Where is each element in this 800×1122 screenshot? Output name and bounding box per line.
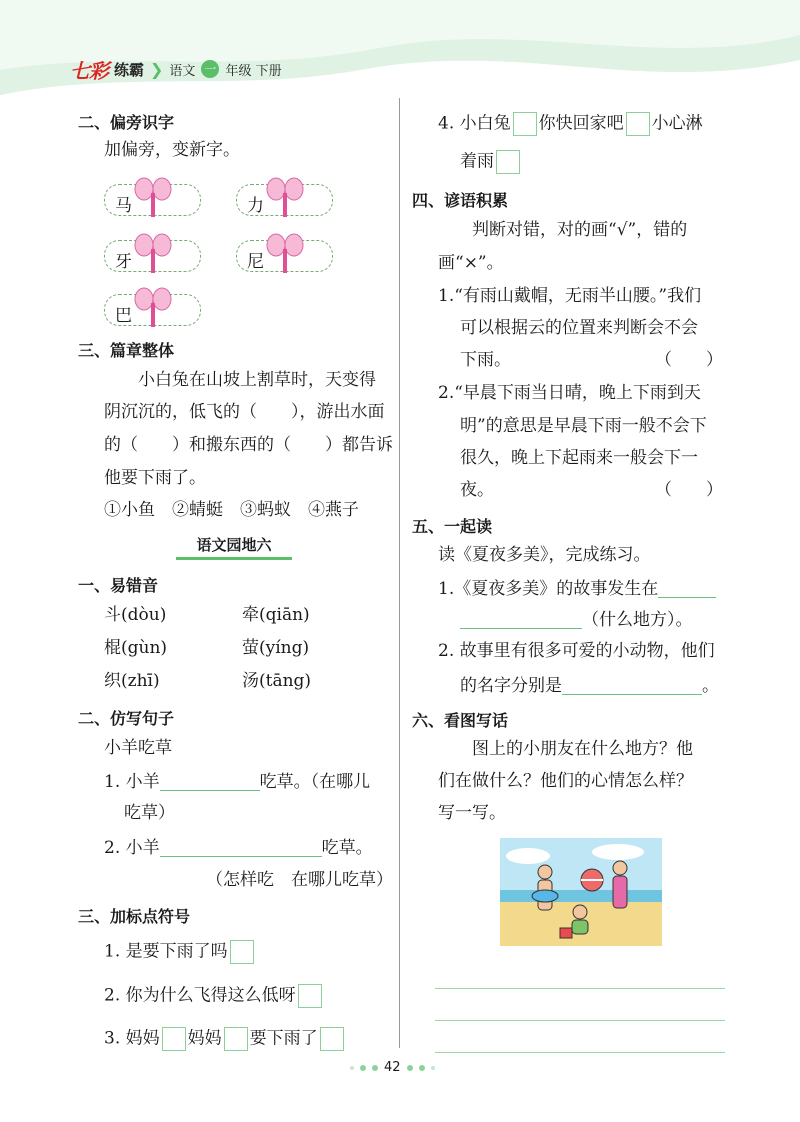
section-title: 一、易错音 <box>78 576 159 595</box>
decor-dot <box>407 1065 413 1071</box>
section-title: 三、加标点符号 <box>78 907 191 926</box>
radical-box <box>236 184 333 216</box>
header-brand <box>70 56 282 82</box>
pinyin-item: 棍(gùn) <box>104 638 168 658</box>
writing-line[interactable] <box>435 1020 725 1021</box>
q-text: 1. 是要下雨了吗 <box>104 941 228 962</box>
q-text: 吃草。 <box>321 838 373 858</box>
answer-blank[interactable] <box>160 838 322 857</box>
section-title: 三、篇章整体 <box>78 341 175 360</box>
read-q2: 2. 故事里有很多可爱的小动物，他们 <box>438 641 715 661</box>
writing-line[interactable] <box>435 1052 725 1053</box>
prompt-line: 写一写。 <box>438 803 506 823</box>
q-text: 2. 小羊 <box>104 838 160 858</box>
brand-name: 练霸 <box>114 60 145 79</box>
proverb-q2: 很久，晚上下起雨来一般会下一 <box>460 448 698 468</box>
pinyin-item: 汤(tāng) <box>242 671 312 691</box>
flower-icon <box>265 231 305 275</box>
question-1 <box>104 772 370 791</box>
header-wave <box>0 0 800 110</box>
section-title: 四、谚语积累 <box>412 191 509 210</box>
proverb-q1: 1.“有雨山戴帽，无雨半山腰。”我们 <box>438 286 702 306</box>
read-q2-cont <box>460 676 719 695</box>
q-text: （什么地方）。 <box>582 610 693 630</box>
decor-dot <box>419 1065 425 1071</box>
section-title: 五、一起读 <box>412 517 493 536</box>
decor-dot <box>350 1066 354 1070</box>
q-text: 你快回家吧 <box>538 113 624 134</box>
punctuation-box[interactable] <box>230 940 254 964</box>
q-text: 妈妈 <box>187 1028 222 1049</box>
instruction: 读《夏夜多美》，完成练习。 <box>438 545 651 565</box>
flower-icon <box>133 175 173 219</box>
q-text: 2. 你为什么飞得这么低呀 <box>104 985 296 1006</box>
decor-dot <box>360 1065 366 1071</box>
q-text: 着雨 <box>460 151 494 172</box>
grade: 年级 下册 <box>225 63 282 79</box>
instruction: 判断对错，对的画“√”，错的 <box>472 220 688 240</box>
flower-icon <box>133 231 173 275</box>
proverb-q1: 下雨。 <box>460 350 511 370</box>
punctuation-box[interactable] <box>626 112 650 136</box>
radical-box <box>104 240 201 272</box>
read-q1-cont <box>460 610 693 629</box>
hint: （怎样吃 在哪儿吃草） <box>206 870 393 890</box>
column-divider <box>399 98 400 1048</box>
pinyin-item: 牵(qiān) <box>242 605 310 625</box>
brand-logo: 七彩 <box>70 58 108 83</box>
q-text: 要下雨了 <box>249 1028 318 1049</box>
decor-dot <box>372 1065 378 1071</box>
decor-dot <box>431 1066 435 1070</box>
proverb-q1: 可以根据云的位置来判断会不会 <box>460 318 698 338</box>
punctuation-box[interactable] <box>513 112 537 136</box>
proverb-q2: 夜。 <box>460 480 494 500</box>
passage-line: 小白兔在山坡上割草时，天变得 <box>138 370 376 390</box>
punctuation-box[interactable] <box>224 1027 248 1051</box>
answer-blank[interactable] <box>160 772 260 791</box>
subject: 语文 <box>169 63 196 79</box>
q-text: 吃草） <box>124 803 175 823</box>
punctuation-box[interactable] <box>162 1027 186 1051</box>
answer-blank[interactable] <box>562 676 702 695</box>
page-footer <box>350 1060 435 1075</box>
passage-line: 他要下雨了。 <box>104 468 206 488</box>
page-number: 42 <box>384 1060 401 1075</box>
q-text: 1. 小羊 <box>104 772 160 792</box>
q-text: 吃草。（在哪儿 <box>259 772 371 792</box>
section-title: 二、仿写句子 <box>78 709 175 728</box>
prompt-line: 们在做什么？他们的心情怎么样？ <box>438 771 693 791</box>
example-sentence: 小羊吃草 <box>104 738 172 758</box>
proverb-q2: 明”的意思是早晨下雨一般不会下 <box>460 416 707 436</box>
title-underline <box>176 557 292 560</box>
read-q1 <box>438 579 716 598</box>
section-title: 六、看图写话 <box>412 711 509 730</box>
passage-line: 的（ ）和搬东西的（ ）都告诉 <box>104 435 393 455</box>
base-char: 马 <box>115 196 132 216</box>
punctuation-box[interactable] <box>496 150 520 174</box>
base-char: 牙 <box>115 252 132 272</box>
writing-line[interactable] <box>435 988 725 989</box>
q-text: 小心淋 <box>651 113 703 134</box>
radical-box <box>236 240 333 272</box>
radical-box <box>104 184 201 216</box>
instruction: 画“×”。 <box>438 253 504 273</box>
passage-line: 阴沉沉的，低飞的（ ），游出水面 <box>104 402 385 422</box>
instruction: 加偏旁，变新字。 <box>104 140 240 160</box>
punctuation-box[interactable] <box>320 1027 344 1051</box>
pinyin-item: 斗(dòu) <box>104 605 167 625</box>
answer-paren[interactable]: （ ） <box>655 480 723 500</box>
answer-blank[interactable] <box>658 579 716 598</box>
section-title: 二、偏旁识字 <box>78 113 175 132</box>
pinyin-item: 织(zhī) <box>104 671 160 691</box>
punctuation-box[interactable] <box>298 984 322 1008</box>
grade-badge: 一 <box>201 60 219 78</box>
q-text: 的名字分别是 <box>460 676 562 696</box>
garden-title-text: 语文园地六 <box>196 536 272 554</box>
question-2 <box>104 838 373 857</box>
base-char: 巴 <box>115 306 132 326</box>
flower-icon <box>133 285 173 329</box>
base-char: 力 <box>247 196 264 216</box>
question-2 <box>104 984 324 1008</box>
q-text: 1.《夏夜多美》的故事发生在 <box>438 579 659 599</box>
radical-box <box>104 294 201 326</box>
base-char: 尼 <box>247 252 264 272</box>
question-4 <box>438 112 703 136</box>
chevron-right-icon: ❯ <box>150 59 164 79</box>
flower-icon <box>265 175 305 219</box>
garden-title <box>176 534 292 560</box>
question-3 <box>104 1027 346 1051</box>
question-4-cont <box>460 150 522 174</box>
q-text: 3. 妈妈 <box>104 1028 160 1049</box>
question-1 <box>104 940 256 964</box>
options: ①小鱼 ②蜻蜓 ③蚂蚁 ④燕子 <box>104 500 359 520</box>
q-text: 。 <box>702 676 719 696</box>
answer-blank[interactable] <box>460 610 582 629</box>
proverb-q2: 2.“早晨下雨当日晴，晚上下雨到天 <box>438 383 701 403</box>
beach-illustration <box>500 838 662 946</box>
q-text: 4. 小白兔 <box>438 113 511 134</box>
pinyin-item: 萤(yíng) <box>242 638 310 658</box>
prompt-line: 图上的小朋友在什么地方？他 <box>472 739 693 759</box>
answer-paren[interactable]: （ ） <box>655 350 723 370</box>
